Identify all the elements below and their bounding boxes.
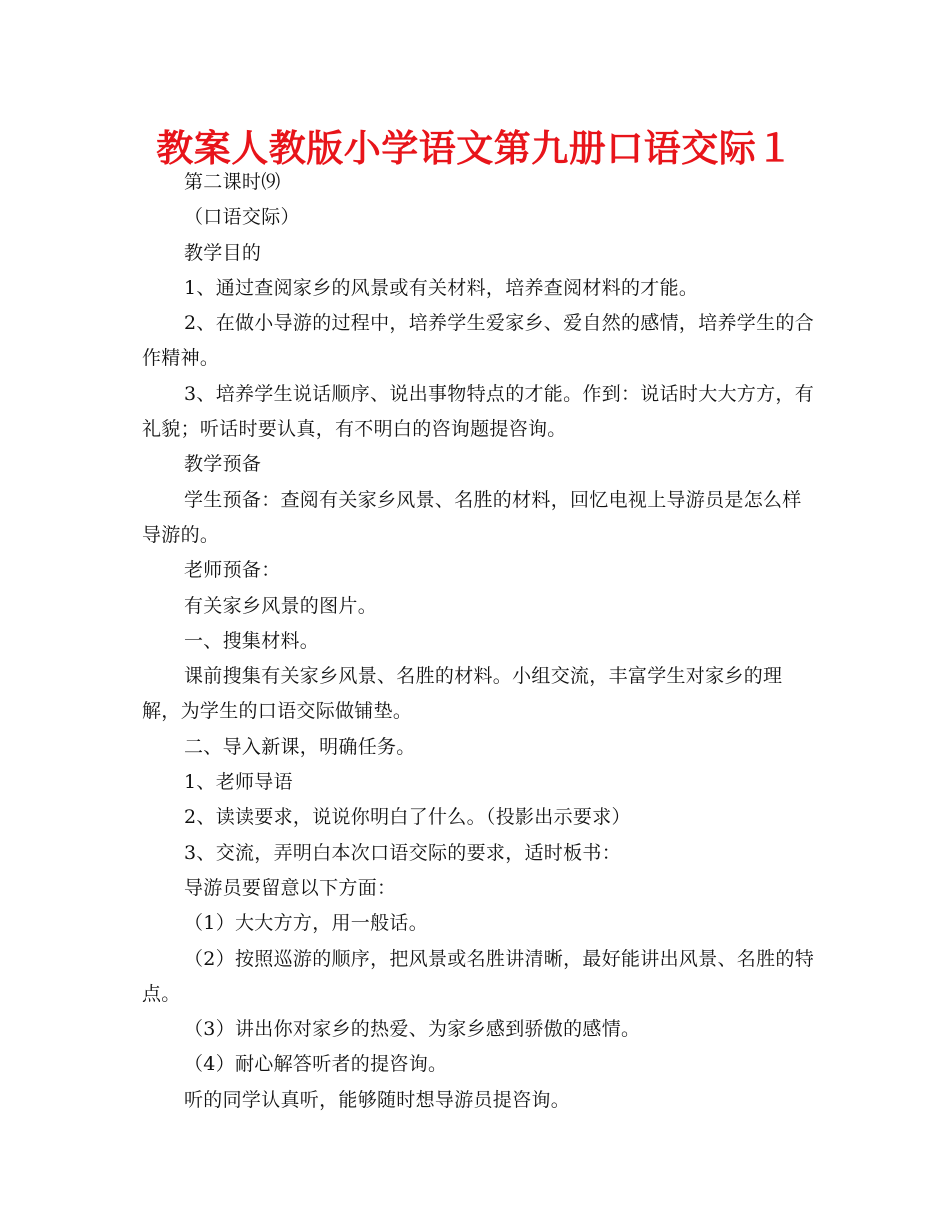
paragraph: 教学预备 [184,453,262,476]
paragraph: 2、在做小导游的过程中，培养学生爱家乡、爱自然的感情，培养学生的合作精神。 [142,312,814,370]
paragraph: （2）按照巡游的顺序，把风景或名胜讲清晰，最好能讲出风景、名胜的特点。 [142,947,814,1005]
paragraph: （4）耐心解答听者的提咨询。 [184,1053,448,1076]
paragraph: 课前搜集有关家乡风景、名胜的材料。小组交流，丰富学生对家乡的理解，为学生的口语交际做铺垫。 [142,665,783,723]
paragraph: （1）大大方方，用一般话。 [184,912,428,935]
paragraph: 学生预备：查阅有关家乡风景、名胜的材料，回忆电视上导游员是怎么样导游的。 [142,488,802,546]
paragraph: 有关家乡风景的图片。 [184,594,378,617]
paragraph: 老师预备： [184,559,281,582]
paragraph: （3）讲出你对家乡的热爱、为家乡感到骄傲的感情。 [184,1018,641,1041]
paragraph: 导游员要留意以下方面： [184,876,397,899]
document-body [142,165,814,1118]
paragraph: （口语交际） [184,206,300,229]
paragraph: 3、培养学生说话顺序、说出事物特点的才能。作到：说话时大大方方，有礼貌；听话时要认真，有不明白的咨询题提咨询。 [142,382,814,441]
paragraph: 3、交流，弄明白本次口语交际的要求，适时板书： [184,841,621,864]
paragraph: 2、读读要求，说说你明白了什么。（投影出示要求） [184,806,631,829]
paragraph: 1、通过查阅家乡的风景或有关材料，培养查阅材料的才能。 [184,276,699,299]
paragraph: 教学目的 [184,241,262,264]
document-title: 教案人教版小学语文第九册口语交际１ [156,127,794,170]
paragraph: 听的同学认真听，能够随时想导游员提咨询。 [184,1088,571,1111]
paragraph: 第二课时⑼ [184,171,281,193]
paragraph: 1、老师导语 [184,771,293,794]
paragraph: 一、搜集材料。 [184,629,320,652]
paragraph: 二、导入新课，明确任务。 [184,735,416,758]
